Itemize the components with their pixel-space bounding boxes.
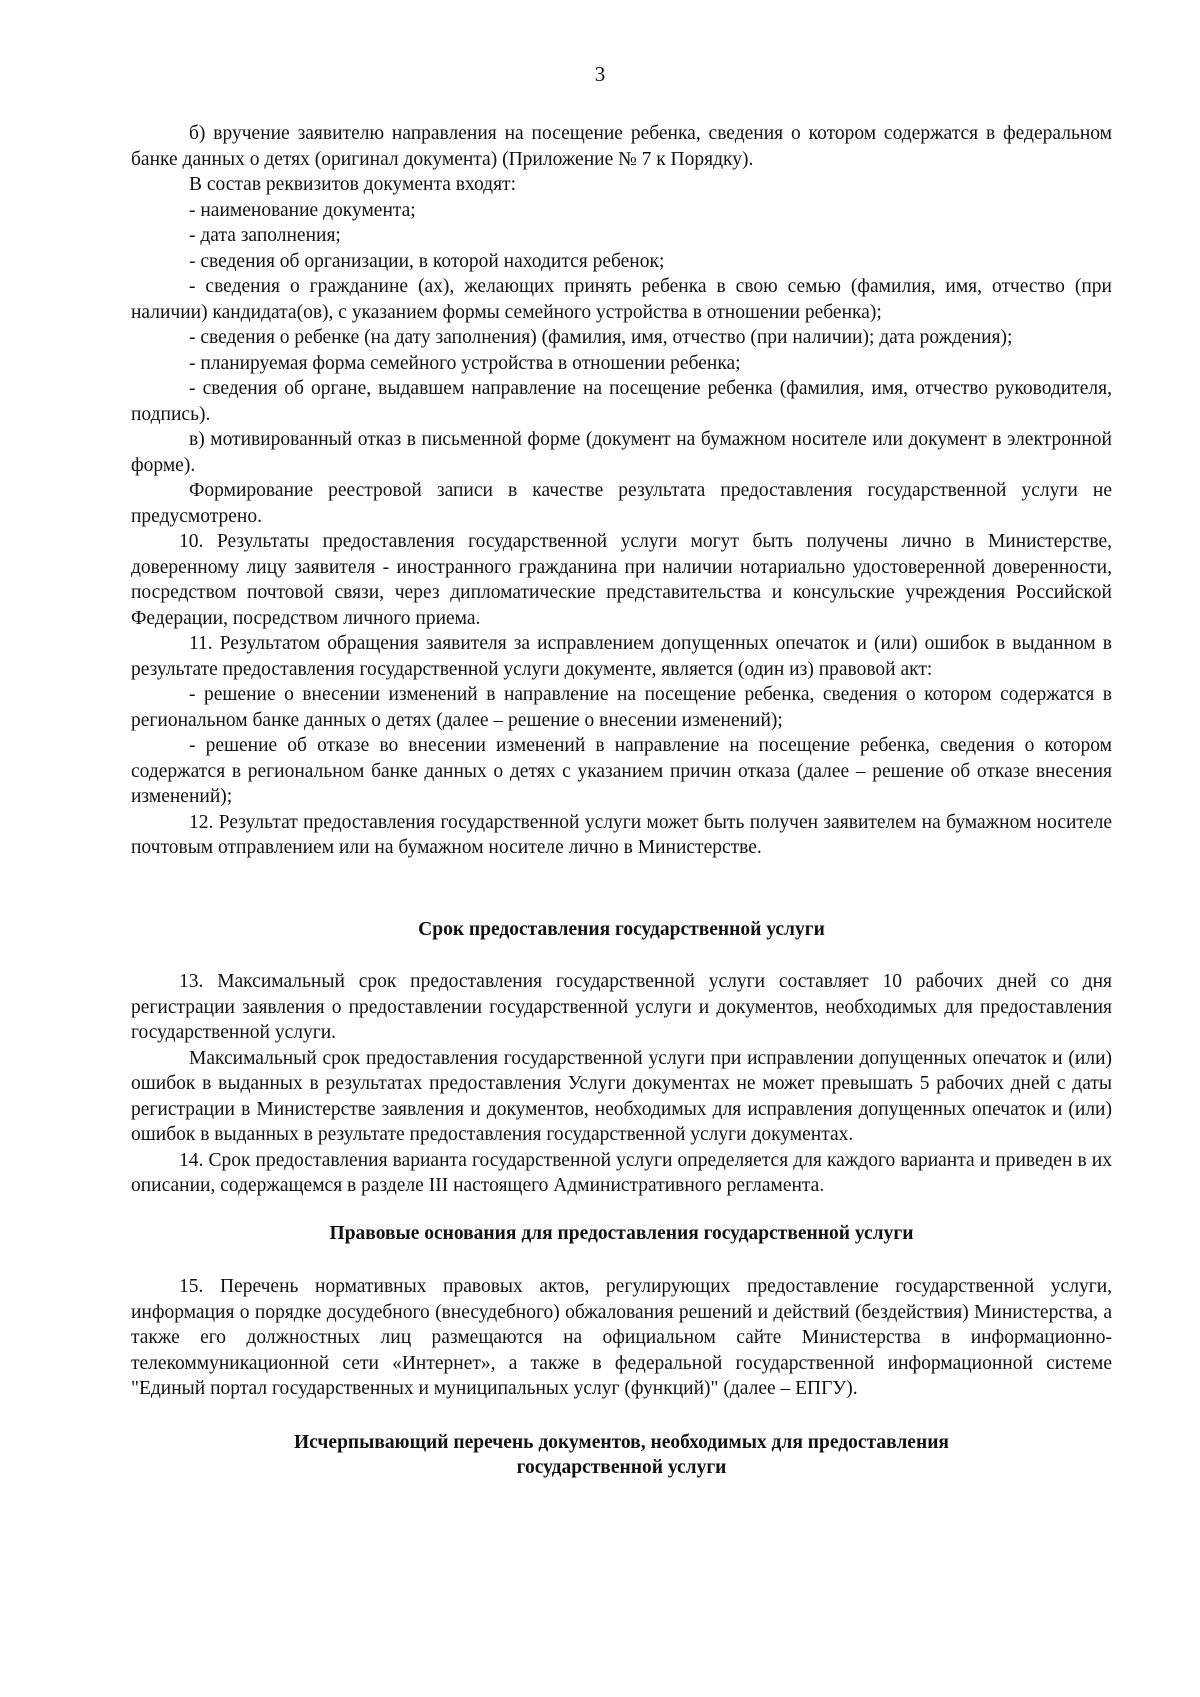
paragraph-12: 12. Результат предоставления государственной услуги может быть получен заявителем на бумажном носителе почтовым отправлением или на бумажном носителе лично в Министерстве.: [131, 811, 1112, 858]
list-item-issuing-body: - сведения об органе, выдавшем направление на посещение ребенка (фамилия, имя, отчество руководителя, подпись).: [131, 378, 1112, 425]
heading-docs: [131, 1430, 1112, 1481]
paragraph-b-referral: б) вручение заявителю направления на посещение ребенка, сведения о котором содержатся в федеральном банке данных о детях (оригинал документа) (Приложение № 7 к Порядку).: [131, 123, 1112, 170]
heading-docs-line1: Исчерпывающий перечень документов, необходимых для предоставления: [294, 1431, 949, 1453]
document-body: [131, 121, 1112, 1481]
list-item-planned-form: - планируемая форма семейного устройства в отношении ребенка;: [189, 352, 741, 374]
list-item-child-info: - сведения о ребенке (на дату заполнения) (фамилия, имя, отчество (при наличии); дата рождения);: [189, 327, 1013, 348]
paragraph-13: 13. Максимальный срок предоставления государственной услуги составляет 10 рабочих дней со дня регистрации заявления о предоставлении государственной услуги и документов, необходимых для предоставления государственной услуги.: [131, 971, 1112, 1043]
list-item-refuse-decision: - решение об отказе во внесении изменений в направление на посещение ребенка, сведения о котором содержатся в региональном банке данных о детях с указанием причин отказа (далее – решение об отказе внесения изменений);: [131, 735, 1112, 807]
paragraph-correction-term: Максимальный срок предоставления государственной услуги при исправлении допущенных опечаток и (или) ошибок в выданных в результатах предоставления Услуги документах не может превышать 5 рабочих дней с даты регистрации в Министерстве заявления и документов, необходимых для исправления допущенных опечаток и (или) ошибок в выданных в результате предоставления государственной услуги документах.: [131, 1047, 1112, 1145]
list-item-citizens: - сведения о гражданине (ах), желающих принять ребенка в свою семью (фамилия, имя, отчество (при наличии) кандидата(ов), с указанием формы семейного устройства в отношении ребенка);: [131, 276, 1112, 323]
paragraph-15: 15. Перечень нормативных правовых актов, регулирующих предоставление государственной услуги, информация о порядке досудебного (внесудебного) обжалования решений и действий (бездействия) Министерства, а также его должностных лиц размещаются на официальном сайте Министерства в информационно-телекоммуникационной сети «Интернет», а также в федеральной государственной информационной системе "Единый портал государственных и муниципальных услуг (функций)" (далее – ЕПГУ).: [131, 1276, 1112, 1399]
paragraph-14: 14. Срок предоставления варианта государственной услуги определяется для каждого варианта и приведен в их описании, содержащемся в разделе III настоящего Административного регламента.: [131, 1149, 1112, 1196]
paragraph-requisites-intro: В состав реквизитов документа входят:: [189, 174, 516, 195]
heading-term: Срок предоставления государственной услуги: [418, 918, 825, 940]
list-item-fill-date: - дата заполнения;: [189, 225, 341, 246]
heading-docs-line2: государственной услуги: [516, 1457, 727, 1478]
paragraph-v-refusal: в) мотивированный отказ в письменной форме (документ на бумажном носителе или документ в электронной форме).: [131, 429, 1112, 476]
paragraph-10: 10. Результаты предоставления государственной услуги могут быть получены лично в Министерстве, доверенному лицу заявителя - иностранного гражданина при наличии нотариально удостоверенной доверенности, посредством почтовой связи, через дипломатические представительства и консульские учреждения Российской Федерации, посредством личного приема.: [131, 531, 1112, 629]
paragraph-11: 11. Результатом обращения заявителя за исправлением допущенных опечаток и (или) ошибок в выданном в результате предоставления государственной услуги документе, является (один из) правовой акт:: [131, 633, 1112, 680]
paragraph-registry-record: Формирование реестровой записи в качестве результата предоставления государственной услуги не предусмотрено.: [131, 480, 1112, 527]
page-number: 3: [594, 62, 606, 86]
list-item-amend-decision: - решение о внесении изменений в направление на посещение ребенка, сведения о котором содержатся в региональном банке данных о детях (далее – решение о внесении изменений);: [131, 684, 1112, 731]
list-item-organization: - сведения об организации, в которой находится ребенок;: [189, 250, 665, 272]
list-item-document-name: - наименование документа;: [189, 199, 416, 221]
heading-legal: Правовые основания для предоставления государственной услуги: [329, 1222, 914, 1244]
